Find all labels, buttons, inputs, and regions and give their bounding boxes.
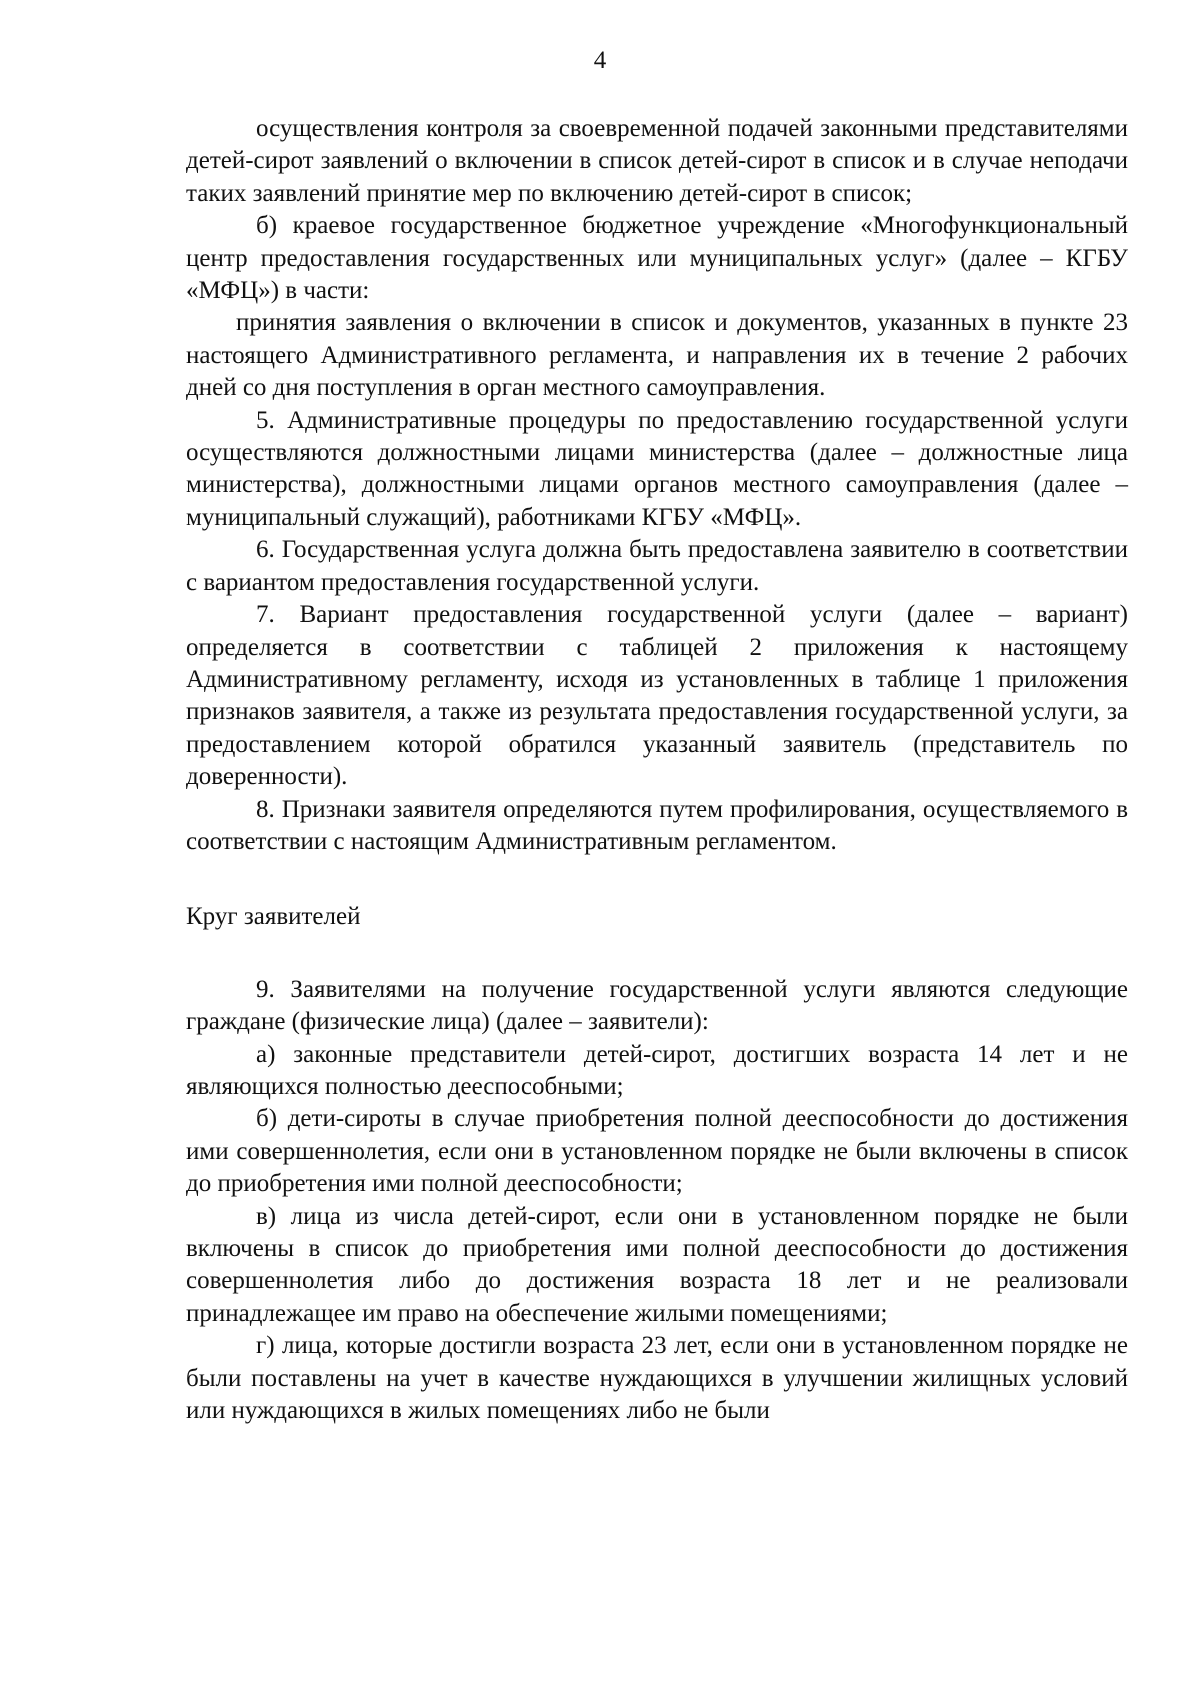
paragraphs-after (186, 974, 1128, 1428)
paragraph-p-accept: принятия заявления о включении в список и документов, указанных в пункте 23 настоящего Административного регламента, и направления их в течение 2 рабочих дней со дня поступления в орган местного самоуправления. (186, 309, 1128, 402)
paragraph-p-9: 9. Заявителями на получение государственной услуги являются следующие граждане (физические лица) (далее – заявители): (186, 975, 1128, 1036)
paragraph-p-b-mfc: б) краевое государственное бюджетное учреждение «Многофункциональный центр предоставления государственных или муниципальных услуг» (далее – КГБУ «МФЦ») в части: (186, 212, 1128, 305)
paragraph-p-6: 6. Государственная услуга должна быть предоставлена заявителю в соответствии с вариантом предоставления государственной услуги. (186, 536, 1128, 596)
paragraph-p-7: 7. Вариант предоставления государственной услуги (далее – вариант) определяется в соответствии с таблицей 2 приложения к настоящему Административному регламенту, исходя из установленных в таблице 1 приложения признаков заявителя, а также из результата предоставления государственной услуги, за предоставлением которой обратился указанный заявитель (представитель по доверенности). (186, 601, 1128, 791)
paragraph-p-5: 5. Административные процедуры по предоставлению государственной услуги осуществляются должностными лицами министерства (далее – должностные лица министерства), должностными лицами органов местного самоуправления (далее – муниципальный служащий), работниками КГБУ «МФЦ». (186, 406, 1128, 531)
document-body (186, 113, 1128, 1427)
paragraph-p-9a: а) законные представители детей-сирот, достигших возраста 14 лет и не являющихся полностью дееспособными; (186, 1040, 1128, 1100)
section-heading: Круг заявителей (186, 903, 361, 931)
paragraph-p-control: осуществления контроля за своевременной подачей законными представителями детей-сирот заявлений о включении в список детей-сирот в список и в случае неподачи таких заявлений принятие мер по включению детей-сирот в список; (186, 115, 1128, 207)
paragraph-p-9b: б) дети-сироты в случае приобретения полной дееспособности до достижения ими совершеннолетия, если они в установленном порядке не были включены в список до приобретения ими полной дееспособности; (186, 1105, 1128, 1198)
paragraph-p-8: 8. Признаки заявителя определяются путем профилирования, осуществляемого в соответствии с настоящим Административным регламентом. (186, 795, 1128, 855)
paragraph-p-9g: г) лица, которые достигли возраста 23 лет, если они в установленном порядке не были поставлены на учет в качестве нуждающихся в улучшении жилищных условий или нуждающихся в жилых помещениях либо не были (186, 1332, 1128, 1425)
page-number: 4 (593, 47, 607, 74)
paragraph-p-9v: в) лица из числа детей-сирот, если они в установленном порядке не были включены в список до приобретения ими полной дееспособности до достижения совершеннолетия либо до достижения возраста 18 лет и не реализовали принадлежащее им право на обеспечение жилыми помещениями; (186, 1202, 1128, 1327)
paragraphs-before (186, 113, 1128, 858)
